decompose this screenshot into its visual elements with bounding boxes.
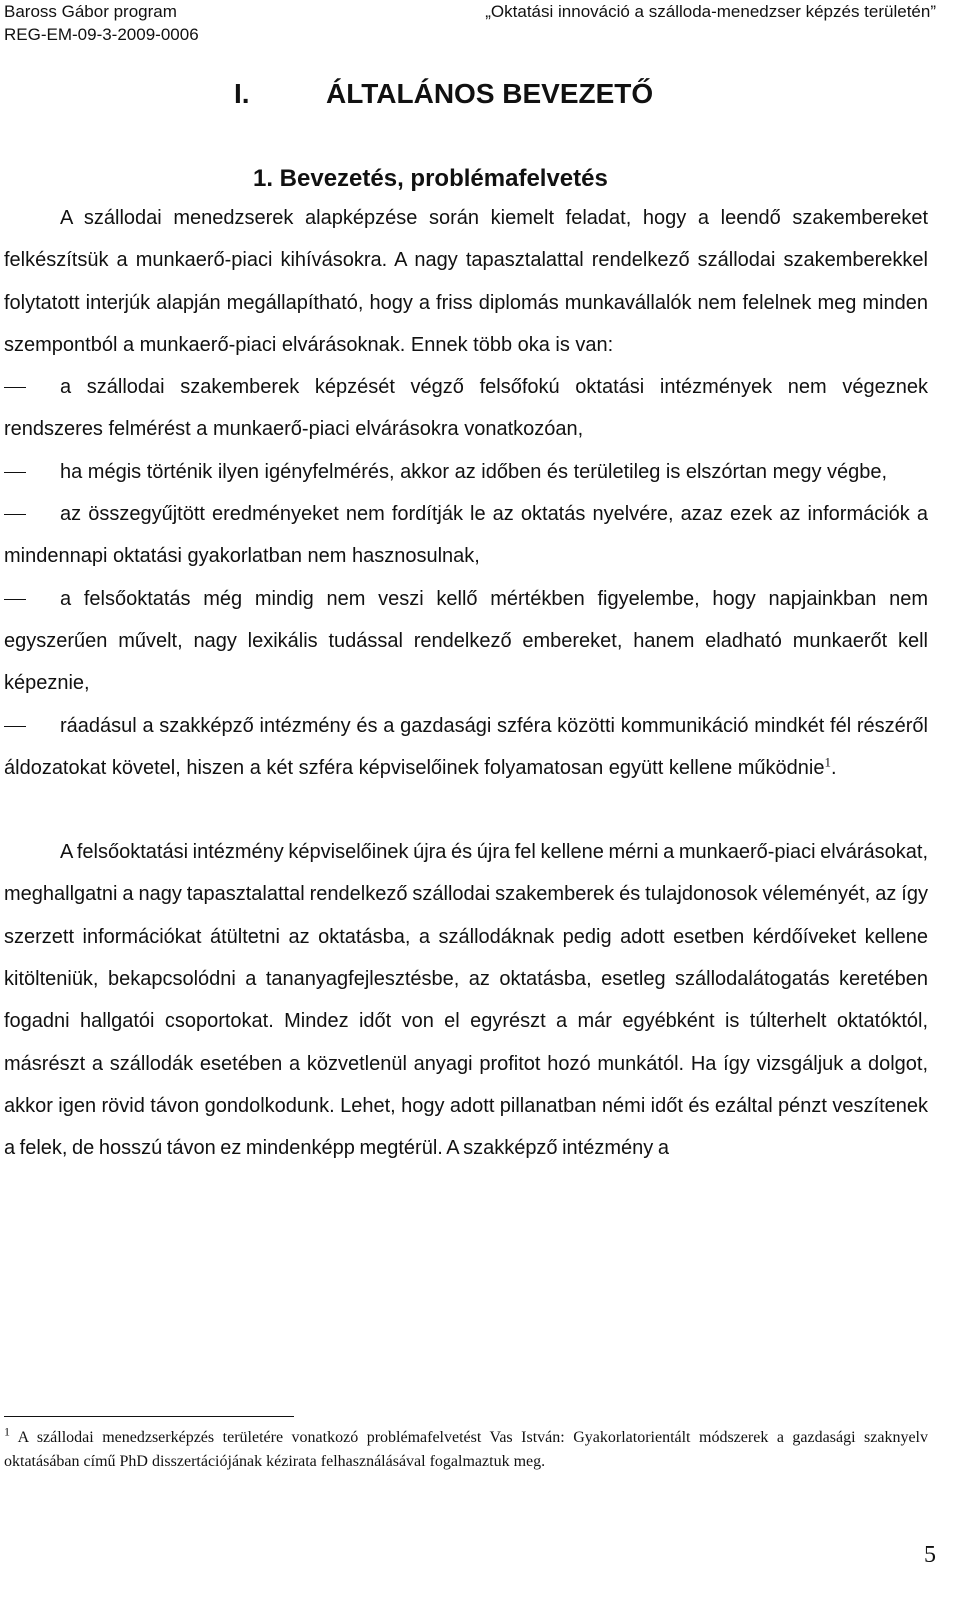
list-item — [4, 493, 928, 578]
list-item — [4, 366, 928, 451]
page-header — [4, 0, 956, 48]
chapter-number: I. — [234, 78, 250, 109]
list-item-text: ráadásul a szakképző intézmény és a gazdasági szféra közötti kommunikáció mindkét fél részéről áldozatokat követel, hiszen a két szféra képviselőinek folyamatosan együtt kellene működnie — [4, 714, 928, 779]
footnote-text: A szállodai menedzserképzés területére vonatkozó problémafelvetést Vas István: Gyakorlatorientált módszerek a gazdasági szaknyelv oktatásában című PhD disszertációjának kézirata felhasználásával fogalmaztuk meg. — [4, 1429, 928, 1470]
body-paragraph: A felsőoktatási intézmény képviselőinek újra és újra fel kellene mérni a munkaerő-piaci elvárásokat, meghallgatni a nagy tapasztalattal rendelkező szállodai szakemberek és tulajdonosok véleményét, az így szerzett információkat átültetni az oktatásba, a szállodáknak pedig adott esetben kérdőíveket kellene kitölteniük, bekapcsolódni a tananyagfejlesztésbe, az oktatásba, esetleg szállodalátogatás keretében fogadni hallgatói csoportokat. Mindez időt von el egyrészt a már egyébként is túlterhelt oktatóktól, másrészt a szállodák esetében a közvetlenül anyagi profitot hozó munkától. Ha így vizsgáljuk a dolgot, akkor igen rövid távon gondolkodunk. Lehet, hogy adott pillanatban némi időt és ezáltal pénzt veszítenek a felek, de hosszú távon ez mindenképp megtérül. A szakképző intézmény a — [4, 841, 928, 1160]
dash-bullet-icon — [4, 387, 26, 388]
footnote-separator — [4, 1416, 294, 1417]
chapter-title: ÁLTALÁNOS BEVEZETŐ — [326, 78, 654, 109]
dash-bullet-icon — [4, 726, 26, 727]
list-item — [4, 705, 928, 790]
dash-bullet-icon — [4, 514, 26, 515]
body-text — [4, 197, 928, 1170]
header-project-code: REG-EM-09-3-2009-0006 — [4, 25, 199, 44]
list-item-end: . — [830, 756, 837, 779]
section-heading: 1. Bevezetés, problémafelvetés — [253, 165, 608, 192]
list-item-text: az összegyűjtött eredményeket nem fordítják le az oktatás nyelvére, azaz ezek az információk a mindennapi oktatási gyakorlatban nem hasznosulnak, — [4, 503, 928, 568]
footnote-reference: 1 — [824, 754, 831, 770]
list-item-text: a felsőoktatás még mindig nem veszi kellő mértékben figyelembe, hogy napjainkban nem egyszerűen művelt, nagy lexikális tudással rendelkező embereket, hanem eladható munkaerőt kell képeznie, — [4, 587, 928, 695]
paragraph-gap — [4, 789, 928, 831]
footnote-number: 1 — [4, 1424, 10, 1439]
list-item — [4, 578, 928, 705]
list-item-text: ha mégis történik ilyen igényfelmérés, akkor az időben és területileg is elszórtan megy végbe, — [60, 460, 888, 483]
footnote — [4, 1426, 928, 1474]
dash-bullet-icon — [4, 472, 26, 473]
header-project-title: „Oktatási innováció a szálloda-menedzser képzés területén” — [485, 2, 936, 21]
header-program-name: Baross Gábor program — [4, 2, 177, 21]
intro-paragraph: A szállodai menedzserek alapképzése során kiemelt feladat, hogy a leendő szakembereket felkészítsük a munkaerő-piaci kihívásokra. A nagy tapasztalattal rendelkező szállodai szakemberekkel folytatott interjúk alapján megállapítható, hogy a friss diplomás munkavállalók nem felelnek meg minden szempontból a munkaerő-piaci elvárásoknak. Ennek több oka is van: — [4, 207, 928, 356]
page-number: 5 — [924, 1542, 936, 1568]
list-item-text: a szállodai szakemberek képzését végző felsőfokú oktatási intézmények nem végeznek rendszeres felmérést a munkaerő-piaci elvárásokra vonatkozóan, — [4, 376, 928, 441]
list-item — [4, 451, 928, 493]
dash-bullet-icon — [4, 599, 26, 600]
